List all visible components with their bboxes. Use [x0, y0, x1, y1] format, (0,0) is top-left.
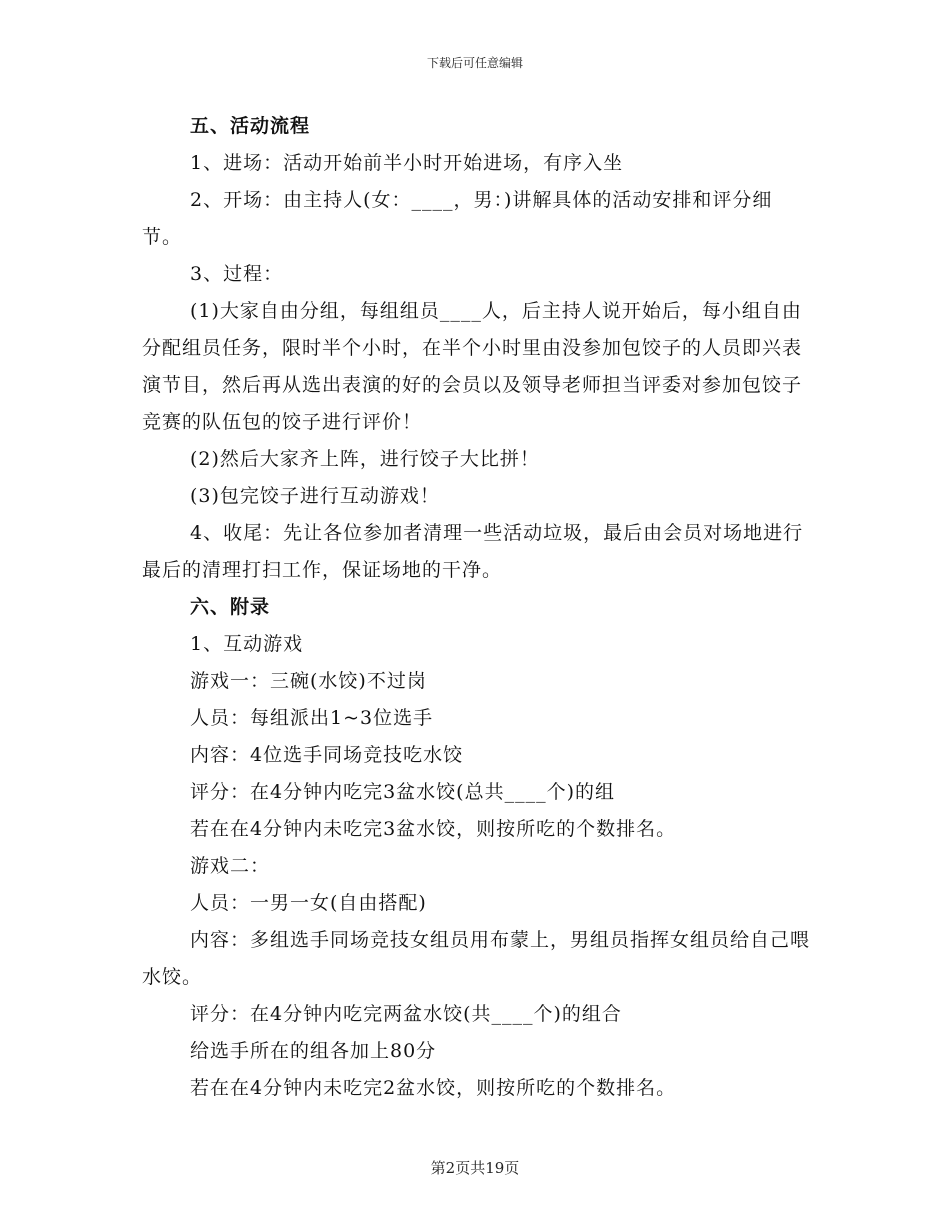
process-sub-3: (3)包完饺子进行互动游戏！ — [190, 485, 440, 507]
header-note: 下载后可任意编辑 — [426, 56, 523, 70]
game2-scoring: 评分：在4分钟内吃完两盆水饺(共____个)的组合 — [190, 1003, 622, 1025]
appendix-item-games: 1、互动游戏 — [190, 633, 304, 655]
game2-rule: 若在在4分钟内未吃完2盆水饺，则按所吃的个数排名。 — [190, 1077, 677, 1099]
process-sub-1: (1)大家自由分组，每组组员____人，后主持人说开始后，每小组自由分配组员任务，限时半个小时，在半个小时里由没参加包饺子的人员即兴表演节目，然后再从选出表演的好的会员以及领导老师担当评委对参加包饺子竞赛的队伍包的饺子进行评价！ — [142, 300, 803, 433]
page-footer: 第2页共19页 — [430, 1159, 520, 1177]
section-title-process: 五、活动流程 — [190, 115, 311, 137]
game1-people: 人员：每组派出1~3位选手 — [190, 707, 434, 729]
game1-content: 内容：4位选手同场竞技吃水饺 — [190, 744, 464, 766]
game1-title: 游戏一：三碗(水饺)不过岗 — [190, 670, 427, 692]
step-process: 3、过程： — [190, 263, 284, 285]
game2-content: 内容：多组选手同场竞技女组员用布蒙上，男组员指挥女组员给自己喂水饺。 — [142, 929, 811, 988]
game2-title: 游戏二： — [190, 855, 271, 877]
game1-rule: 若在在4分钟内未吃完3盆水饺，则按所吃的个数排名。 — [190, 818, 677, 840]
process-sub-2: (2)然后大家齐上阵，进行饺子大比拼！ — [190, 448, 540, 470]
game2-bonus: 给选手所在的组各加上80分 — [190, 1040, 437, 1062]
game2-people: 人员：一男一女(自由搭配) — [190, 892, 427, 914]
step-closing: 4、收尾：先让各位参加者清理一些活动垃圾，最后由会员对场地进行最后的清理打扫工作，保证场地的干净。 — [142, 522, 804, 581]
section-title-appendix: 六、附录 — [190, 596, 271, 618]
document-body — [142, 108, 812, 1107]
step-entry: 1、进场：活动开始前半小时开始进场，有序入坐 — [190, 152, 624, 174]
step-opening: 2、开场：由主持人(女：____，男：)讲解具体的活动安排和评分细节。 — [142, 189, 773, 248]
game1-scoring: 评分：在4分钟内吃完3盆水饺(总共____个)的组 — [190, 781, 616, 803]
